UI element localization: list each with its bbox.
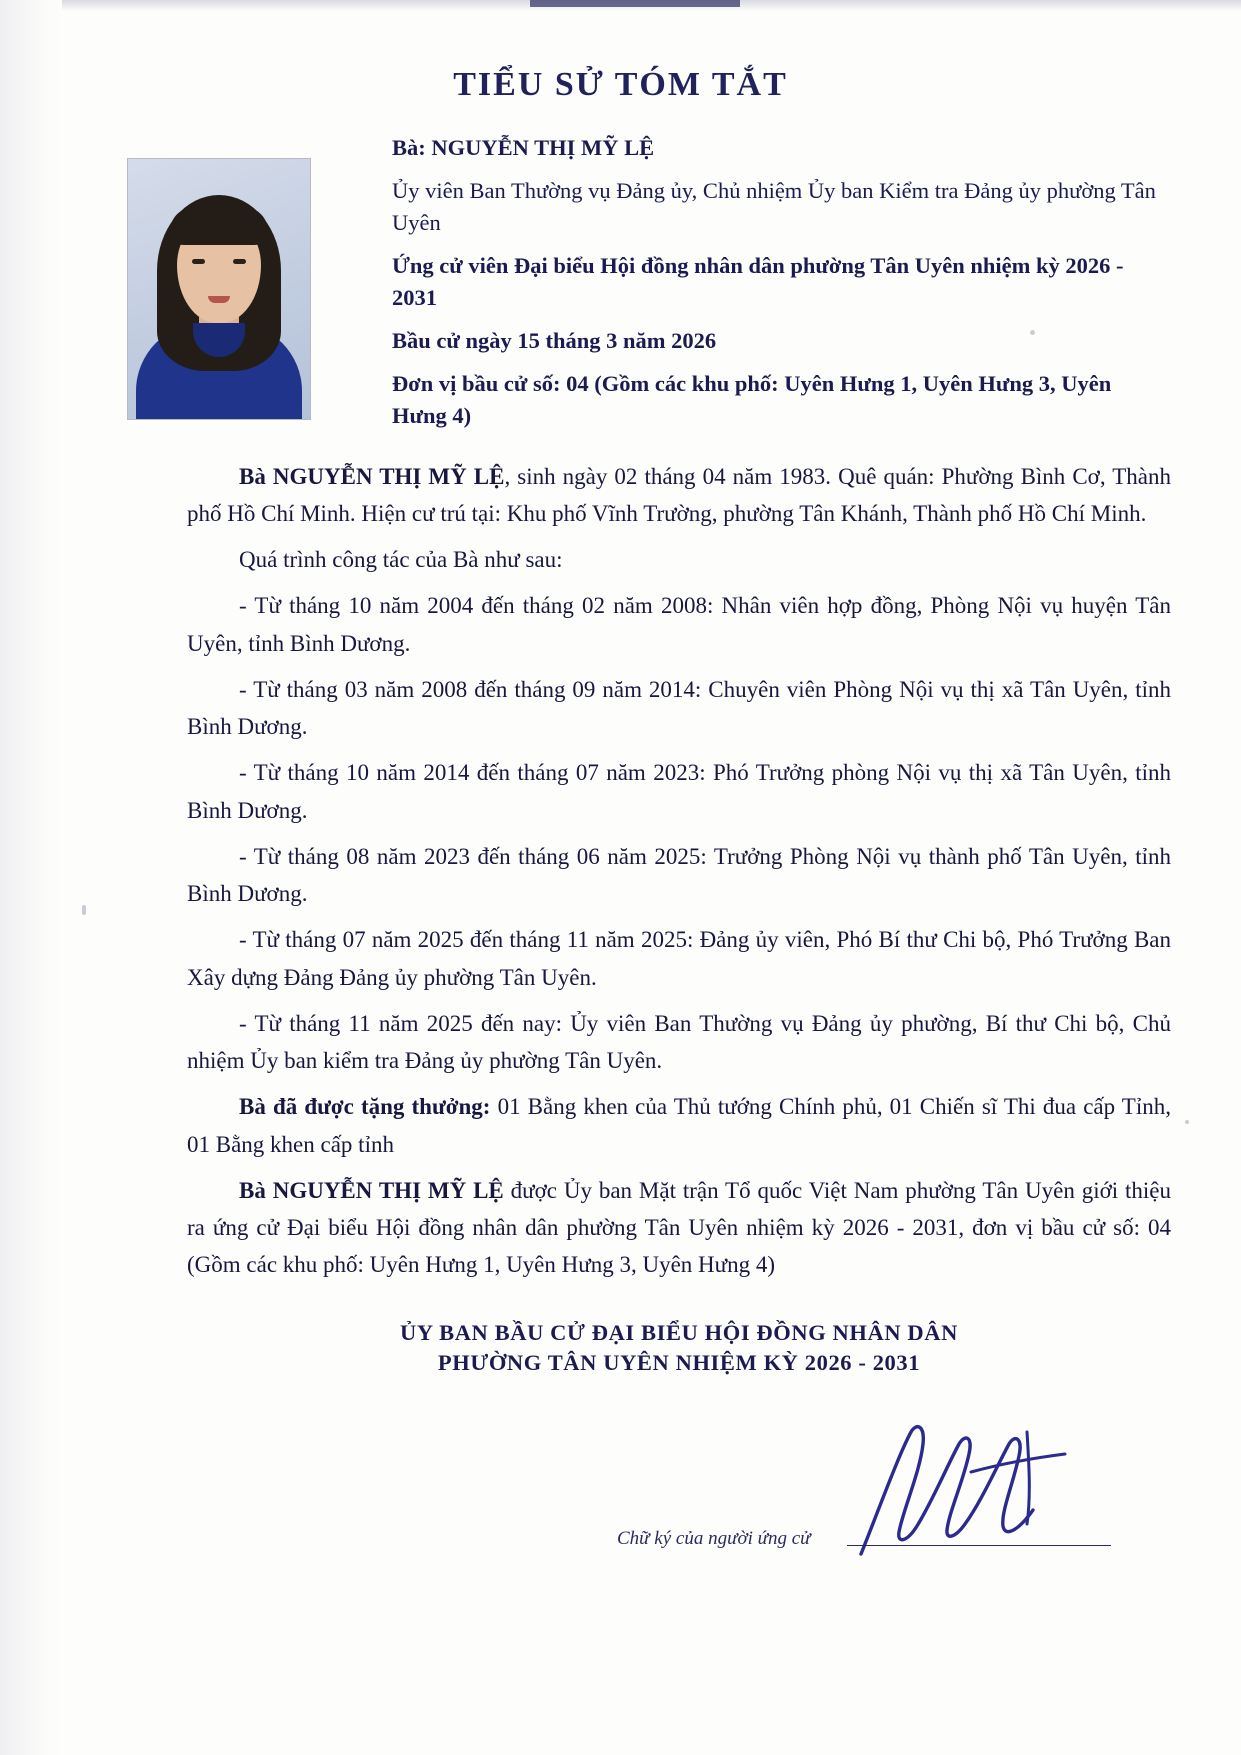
paragraph-nomination-bold: Bà NGUYỄN THỊ MỸ LỆ: [239, 1177, 504, 1203]
paragraph-career-lead: Quá trình công tác của Bà như sau:: [239, 547, 563, 572]
document-content: [62, 11, 1241, 1568]
portrait-mouth: [208, 296, 230, 303]
paragraph-intro: [187, 458, 1171, 533]
footer-line-2: PHƯỜNG TÂN UYÊN NHIỆM KỲ 2026 - 2031: [437, 1349, 921, 1375]
paragraph-career-5: - Từ tháng 07 năm 2025 đến tháng 11 năm 2025: Đảng ủy viên, Phó Bí thư Chi bộ, Phó Trưởng Ban Xây dựng Đảng Đảng ủy phường Tân Uyên.: [187, 927, 1171, 990]
candidate-position: Ủy viên Ban Thường vụ Đảng ủy, Chủ nhiệm Ủy ban Kiểm tra Đảng ủy phường Tân Uyên: [392, 177, 1156, 235]
constituency: Đơn vị bầu cử số: 04 (Gồm các khu phố: Uyên Hưng 1, Uyên Hưng 3, Uyên Hưng 4): [392, 370, 1112, 428]
signature-caption: Chữ ký của người ứng cử: [617, 1528, 811, 1550]
signature-area: [187, 1378, 1141, 1568]
paragraph-awards: [187, 1088, 1171, 1163]
paragraph-career-3: - Từ tháng 10 năm 2014 đến tháng 07 năm 2023: Phó Trưởng phòng Nội vụ thị xã Tân Uyên, tỉnh Bình Dương.: [187, 760, 1171, 823]
portrait-eye-right: [233, 259, 246, 264]
header-lines: [392, 132, 1171, 432]
paragraph-nomination: [187, 1172, 1171, 1284]
election-date: Bầu cử ngày 15 tháng 3 năm 2026: [392, 327, 717, 353]
body-text: [187, 458, 1171, 1284]
footer-line-1: ỦY BAN BẦU CỬ ĐẠI BIỂU HỘI ĐỒNG NHÂN DÂN: [400, 1319, 958, 1345]
paragraph-intro-text: , sinh ngày 02 tháng 04 năm 1983. Quê quán: Phường Bình Cơ, Thành phố Hồ Chí Minh. Hiện cư trú tại: Khu phố Vĩnh Trường, phường Tân Khánh, Thành phố Hồ Chí Minh.: [187, 463, 1171, 526]
paragraph-career-4: - Từ tháng 08 năm 2023 đến tháng 06 năm 2025: Trưởng Phòng Nội vụ thành phố Tân Uyên, tỉnh Bình Dương.: [187, 843, 1171, 906]
portrait-fringe: [170, 207, 268, 245]
candidate-name: Bà: NGUYỄN THỊ MỸ LỆ: [392, 135, 655, 160]
paragraph-nomination-text: được Ủy ban Mặt trận Tổ quốc Việt Nam phường Tân Uyên giới thiệu ra ứng cử Đại biểu Hội đồng nhân dân phường Tân Uyên nhiệm kỳ 2026 - 2031, đơn vị bầu cử số: 04 (Gồm các khu phố: Uyên Hưng 1, Uyên Hưng 3, Uyên Hưng 4): [187, 1177, 1171, 1278]
paragraph-intro-bold: Bà NGUYỄN THỊ MỸ LỆ: [239, 463, 505, 489]
footer-authority: [187, 1318, 1171, 1379]
paragraph-awards-text: 01 Bằng khen của Thủ tướng Chính phủ, 01 Chiến sĩ Thi đua cấp Tỉnh, 01 Bằng khen cấp tỉnh: [187, 1094, 1171, 1157]
signature-rule: [847, 1545, 1111, 1546]
portrait-eye-left: [192, 259, 205, 264]
paragraph-career-2: - Từ tháng 03 năm 2008 đến tháng 09 năm 2014: Chuyên viên Phòng Nội vụ thị xã Tân Uyên, tỉnh Bình Dương.: [187, 676, 1171, 739]
page-title: TIỂU SỬ TÓM TẮT: [453, 66, 788, 103]
scan-artifact-mark: [530, 0, 740, 7]
paragraph-career-1: - Từ tháng 10 năm 2004 đến tháng 02 năm 2008: Nhân viên hợp đồng, Phòng Nội vụ huyện Tân Uyên, tỉnh Bình Dương.: [187, 593, 1171, 656]
avatar: [127, 158, 311, 420]
handwritten-signature-icon: [851, 1414, 1081, 1564]
paragraph-awards-bold: Bà đã được tặng thưởng:: [239, 1094, 491, 1120]
candidate-candidacy: Ứng cử viên Đại biểu Hội đồng nhân dân phường Tân Uyên nhiệm kỳ 2026 - 2031: [392, 252, 1124, 310]
header-block: [62, 132, 1241, 432]
paragraph-career-6: - Từ tháng 11 năm 2025 đến nay: Ủy viên Ban Thường vụ Đảng ủy phường, Bí thư Chi bộ, Chủ nhiệm Ủy ban kiểm tra Đảng ủy phường Tân Uyên.: [187, 1010, 1171, 1073]
scan-edge-left: [0, 0, 62, 1755]
